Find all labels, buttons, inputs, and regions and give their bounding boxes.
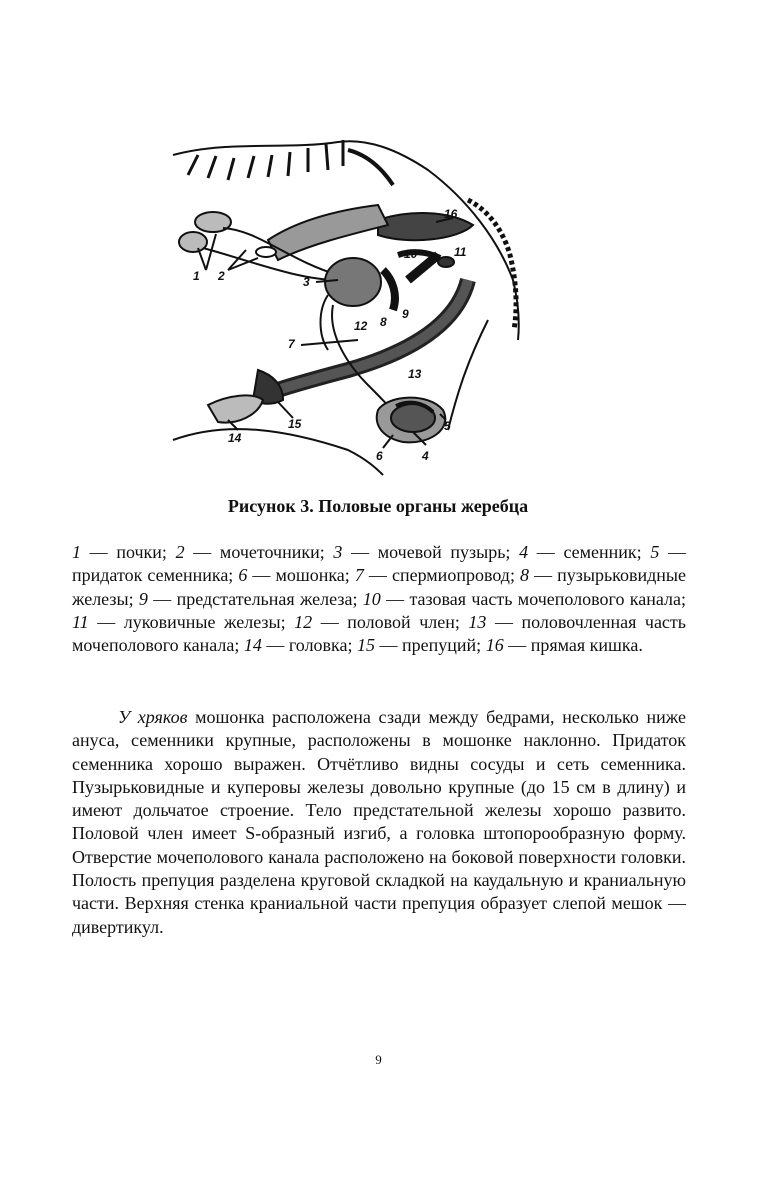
legend-num: 15: [357, 635, 376, 656]
figure-caption: Рисунок 3. Половые органы жеребца: [227, 496, 529, 516]
bladder-shape: [325, 258, 381, 306]
legend-text: — придаток семенника;: [72, 542, 686, 586]
legend-text: — половочленная часть мочеполового канала;: [72, 611, 686, 656]
rectum-shape: [378, 213, 473, 240]
legend-num: 5: [650, 542, 660, 562]
tail-vertebrae: [468, 200, 516, 330]
legend-num: 14: [243, 635, 262, 656]
legend-num: 8: [520, 565, 530, 586]
legend-num: 3: [333, 542, 343, 562]
figure-label-13: 13: [408, 367, 422, 381]
legend-text: — луковичные железы;: [88, 611, 295, 632]
legend-num: 1: [72, 542, 81, 562]
legend-num: 10: [362, 588, 381, 609]
legend-text: — тазовая часть мочеполового канала;: [380, 588, 687, 609]
figure-label-8: 8: [380, 315, 387, 329]
legend-num: 13: [468, 611, 487, 632]
legend-num: 2: [175, 542, 185, 562]
figure-label-4: 4: [422, 449, 429, 463]
figure-label-2: 2: [218, 269, 225, 283]
paragraph-rest: мошонка расположена сзади между бедрами, несколько ниже ануса, семенники крупные, расположены в мошонке наклонно. Придаток семенника хорошо выражен. Отчётливо видны сосуды и сеть семенника. Пузырьковидные и куперовы железы довольно крупные (до 15 см в длину) и имеют дольчатое строение. Тело предстательной железы хорошо развито. Половой член имеет S-образный изгиб, а головка штопорообразную форму. Отверстие мочеполового канала расположено на боковой поверхности головки. Полость препуция разделена круговой складкой на каудальную и краниальную части. Верхняя стенка краниальной части препуция образует слепой мешок — дивертикул.: [72, 707, 686, 937]
page-number: 9: [375, 1052, 382, 1067]
legend-text: — мошонка;: [247, 565, 355, 586]
legend-text: — пузырьковидные железы;: [72, 565, 686, 609]
figure-label-5: 5: [444, 419, 451, 433]
legend-num: 6: [238, 565, 248, 586]
kidney-shape: [179, 232, 207, 252]
legend-num: 7: [354, 565, 364, 586]
legend-num: 12: [294, 611, 313, 632]
leader-15: [278, 402, 293, 418]
figure-label-1: 1: [193, 269, 200, 283]
ureter-section: [256, 247, 276, 257]
belly-outline: [173, 429, 383, 475]
legend-text: — почки;: [81, 542, 176, 562]
figure-label-6: 6: [376, 449, 383, 463]
figure-label-15: 15: [288, 417, 302, 431]
legend-text: — мочеточники;: [184, 542, 334, 562]
bulbourethral-gland: [438, 257, 454, 267]
figure-label-16: 16: [444, 207, 458, 221]
vesicular-gland: [383, 270, 395, 310]
paragraph-lead: У хряков: [118, 707, 188, 727]
legend-text: — спермиопровод;: [363, 565, 521, 586]
legend-num: 9: [138, 588, 148, 609]
legend-text: — семенник;: [528, 542, 651, 562]
figure-label-12: 12: [354, 319, 368, 333]
legend-text: — половой член;: [312, 611, 469, 632]
legend-text: — препуций;: [375, 635, 486, 656]
figure-label-10: 10: [404, 247, 418, 261]
legend-text: — головка;: [261, 635, 358, 656]
back-outline: [173, 141, 519, 340]
figure-label-3: 3: [303, 275, 310, 289]
body-paragraph: [72, 706, 686, 939]
legend-num: 16: [485, 635, 504, 656]
figure-label-11: 11: [454, 245, 467, 259]
figure-label-7: 7: [288, 337, 295, 351]
figure-legend: [72, 541, 686, 657]
legend-num: 4: [519, 542, 529, 562]
legend-text: — мочевой пузырь;: [342, 542, 520, 562]
leader-7: [301, 340, 358, 345]
figure-label-9: 9: [402, 307, 409, 321]
glans-shape: [208, 395, 263, 422]
legend-num: 11: [72, 611, 89, 632]
legend-text: — предстательная железа;: [147, 588, 363, 609]
legend-text: — прямая кишка.: [503, 635, 643, 656]
stallion-reproductive-organs-drawing: [168, 130, 538, 480]
figure-label-14: 14: [228, 431, 242, 445]
anatomy-figure: [168, 130, 538, 480]
sacrum: [348, 150, 393, 185]
thigh-outline: [448, 320, 488, 430]
